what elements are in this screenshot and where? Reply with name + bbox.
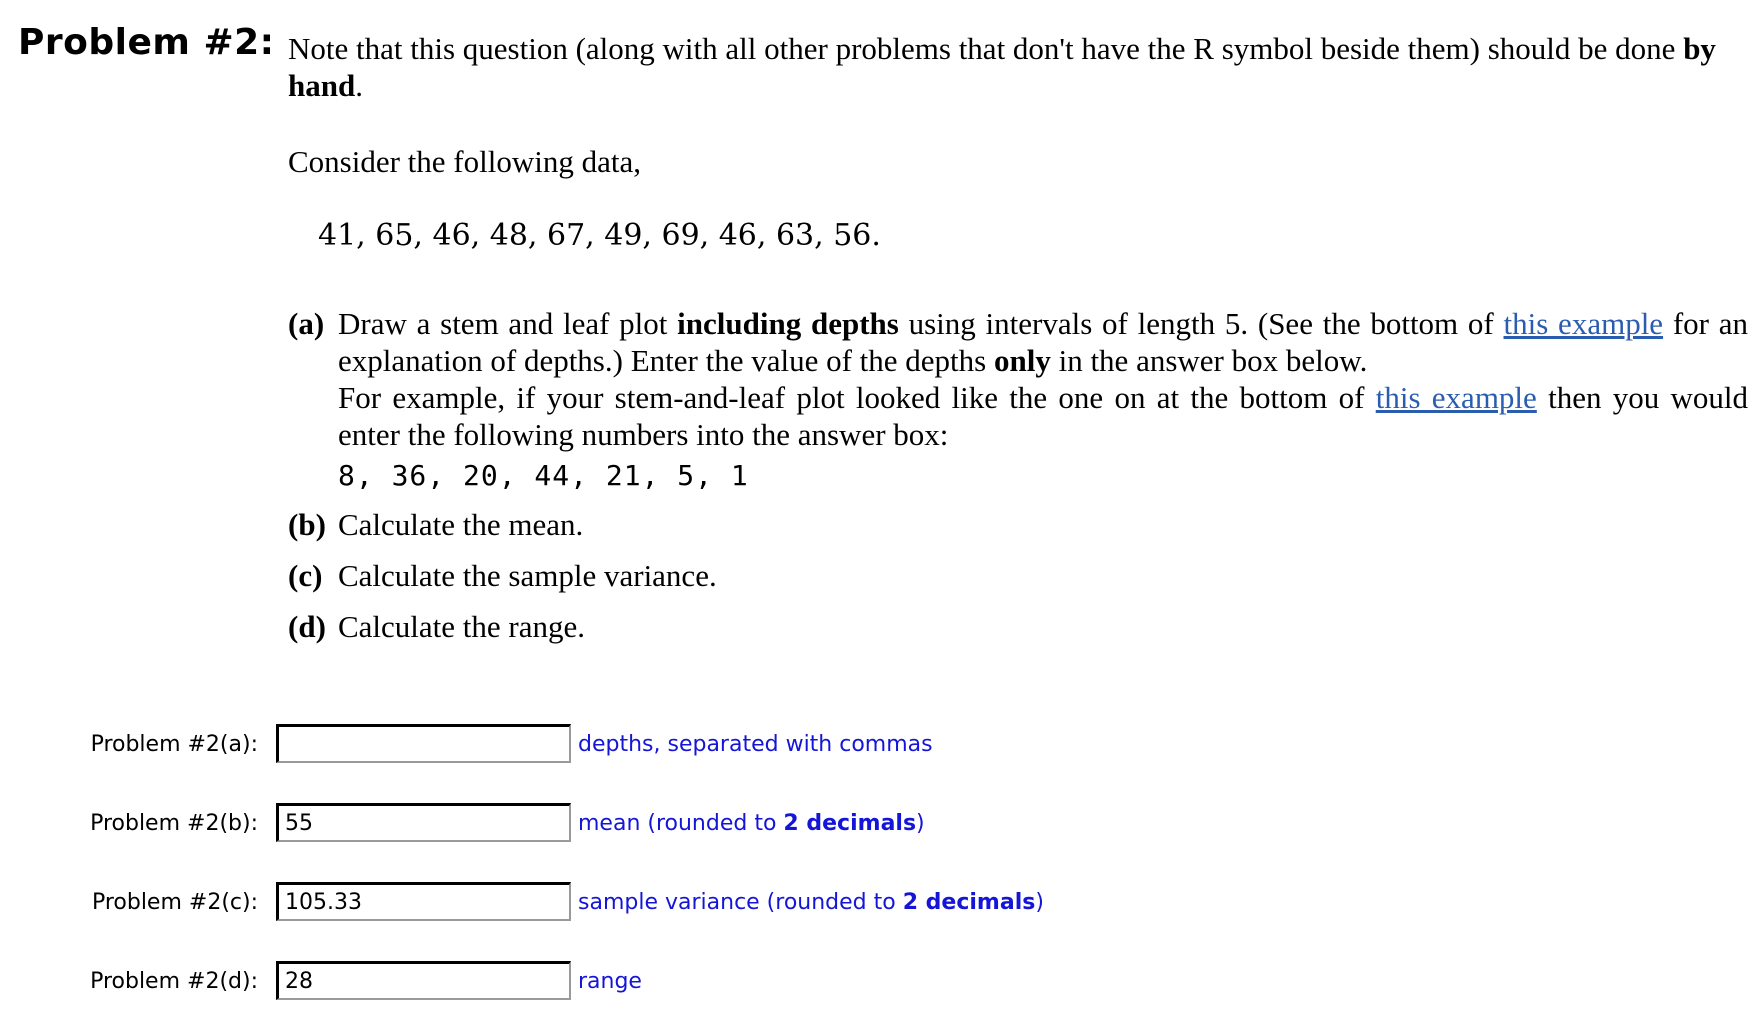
hint-c-bold: 2 decimals	[902, 890, 1036, 915]
hint-a-text: depths, separated with commas	[578, 732, 933, 757]
hint-b-bold: 2 decimals	[783, 811, 917, 836]
answer-hint-d	[578, 969, 642, 994]
part-a	[288, 305, 1748, 494]
answer-input-d[interactable]	[276, 961, 571, 1000]
answer-input-b[interactable]	[276, 803, 571, 842]
answer-row-d	[0, 961, 1200, 1001]
part-a-text-2: using intervals of length 5. (See the bottom of	[898, 306, 1504, 341]
hint-c-end: )	[1035, 890, 1044, 915]
answer-row-b	[0, 803, 1200, 843]
answer-label-b: Problem #2(b):	[90, 811, 258, 836]
problem-heading: Problem #2:	[18, 22, 275, 63]
hint-d-text: range	[578, 969, 642, 994]
answer-label-d: Problem #2(d):	[90, 969, 258, 994]
part-a-bold-1: including depths	[677, 306, 899, 341]
hint-b-end: )	[916, 811, 925, 836]
part-c-label: (c)	[288, 558, 323, 593]
part-c	[288, 557, 1748, 594]
part-d-text: Calculate the range.	[338, 609, 586, 644]
part-d-label: (d)	[288, 609, 326, 644]
hint-b-text: mean (rounded to	[578, 811, 784, 836]
answer-row-c	[0, 882, 1200, 922]
hint-c-text: sample variance (rounded to	[578, 890, 903, 915]
part-a-text-6: then you would enter the following numbers into the answer box:	[338, 380, 1749, 452]
part-a-text-5: For example, if your stem-and-leaf plot looked like the one on at the bottom of	[338, 380, 1376, 415]
answer-hint-a	[578, 732, 933, 757]
intro-text-start: Note that this question (along with all other problems that don't have the R symbol beside them) should be done	[288, 31, 1684, 66]
consider-text: Consider the following data,	[288, 144, 641, 179]
part-b-text: Calculate the mean.	[338, 507, 584, 542]
answer-label-a: Problem #2(a):	[90, 732, 258, 757]
part-a-text	[338, 305, 1748, 494]
depths-example: 8, 36, 20, 44, 21, 5, 1	[338, 459, 749, 492]
part-a-text-3: for an explanation of depths.) Enter the value of the depths	[338, 306, 1748, 378]
answer-row-a	[0, 724, 1200, 764]
intro-text-end: .	[355, 68, 363, 103]
part-a-label: (a)	[288, 306, 325, 341]
intro-bold: by hand	[288, 31, 1716, 103]
part-b	[288, 506, 1748, 543]
intro-text	[288, 30, 1748, 104]
part-c-text: Calculate the sample variance.	[338, 558, 717, 593]
this-example-link-1[interactable]: this example	[1503, 306, 1664, 341]
problem-body	[288, 30, 1749, 644]
part-d	[288, 608, 1748, 645]
part-a-bold-2: only	[993, 343, 1051, 378]
this-example-link-2[interactable]: this example	[1375, 380, 1537, 415]
part-a-text-1: Draw a stem and leaf plot	[338, 306, 678, 341]
part-a-text-4: in the answer box below.	[1050, 343, 1368, 378]
answer-input-a[interactable]	[276, 724, 571, 763]
answer-input-c[interactable]	[276, 882, 571, 921]
answer-hint-c	[578, 890, 1044, 915]
answer-label-c: Problem #2(c):	[91, 890, 258, 915]
data-values: 41, 65, 46, 48, 67, 49, 69, 46, 63, 56.	[318, 218, 881, 253]
answer-hint-b	[578, 811, 925, 836]
question-parts	[288, 305, 1748, 645]
part-b-label: (b)	[288, 507, 326, 542]
